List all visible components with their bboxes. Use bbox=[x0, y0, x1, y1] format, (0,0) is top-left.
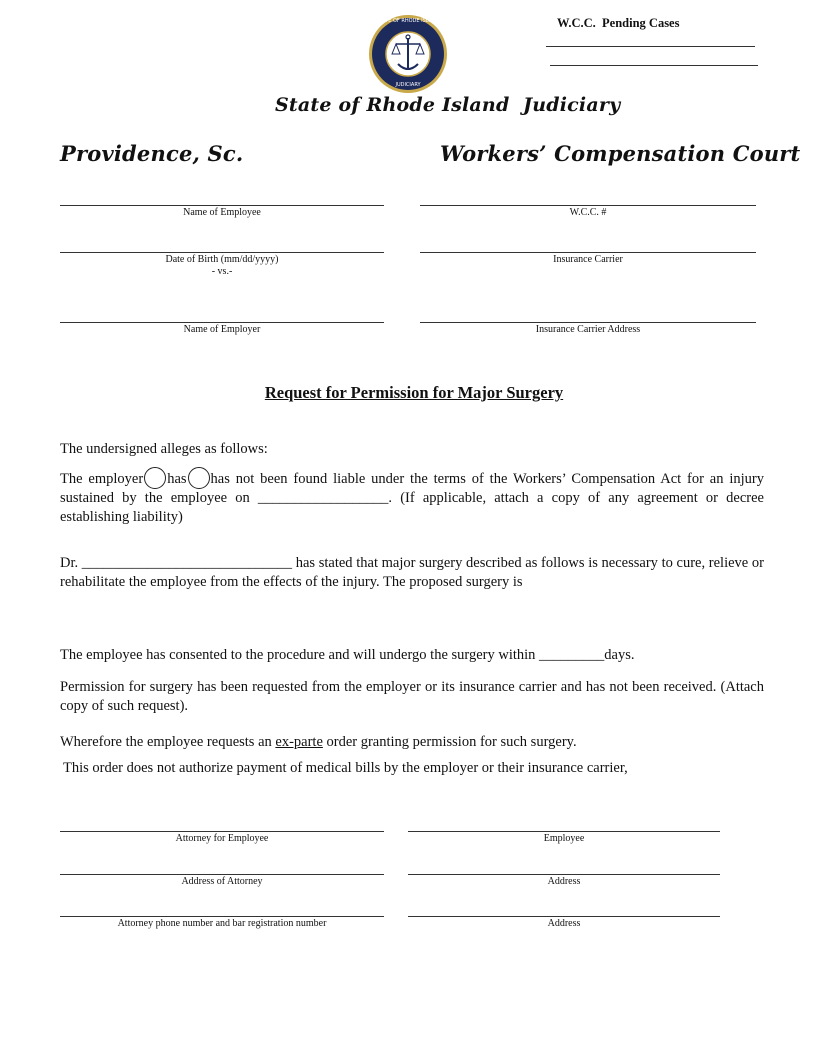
has-option-radio[interactable] bbox=[144, 467, 166, 489]
form-title: Request for Permission for Major Surgery bbox=[264, 383, 564, 402]
has-not-option-radio[interactable] bbox=[188, 467, 210, 489]
insurance-carrier-line bbox=[420, 252, 756, 253]
employee-address-label-1: Address bbox=[547, 876, 581, 887]
liability-paragraph bbox=[60, 470, 764, 527]
liability-employer-text: The employer bbox=[60, 471, 144, 487]
employee-label: Employee bbox=[543, 833, 585, 844]
attorney-signature-line bbox=[60, 831, 384, 832]
request-paragraph: Permission for surgery has been requested from the employer or its insurance carrier and has not been received. (Attach copy of such request). bbox=[60, 679, 764, 714]
consent-paragraph: The employee has consented to the procedure and will undergo the surgery within _________days. bbox=[60, 647, 635, 663]
payment-disclaimer: This order does not authorize payment of medical bills by the employer or their insurance carrier, bbox=[63, 760, 628, 776]
venue-heading: Providence, Sc. bbox=[60, 141, 244, 166]
wcc-number-line bbox=[420, 205, 756, 206]
employer-name-label: Name of Employer bbox=[183, 324, 261, 335]
attorney-address-line bbox=[60, 874, 384, 875]
carrier-address-label: Insurance Carrier Address bbox=[535, 324, 641, 335]
employee-address-line-2 bbox=[408, 916, 720, 917]
employer-name-line bbox=[60, 322, 384, 323]
versus-label: - vs.- bbox=[211, 266, 233, 277]
employee-address-line-1 bbox=[408, 874, 720, 875]
carrier-address-line bbox=[420, 322, 756, 323]
pending-cases-label: W.C.C. Pending Cases bbox=[557, 16, 680, 30]
wcc-number-label: W.C.C. # bbox=[569, 207, 607, 218]
allegation-intro: The undersigned alleges as follows: bbox=[60, 441, 268, 457]
seal-bottom-text: JUDICIARY bbox=[395, 82, 421, 88]
pending-case-line-2 bbox=[550, 65, 758, 66]
liability-rest-text: has not been found liable under the terms of the Workers’ Compensation Act for an injury sustained by the employee on __________________. (If applicable, attach a copy of any agreement or decree establishing liability) bbox=[60, 471, 764, 525]
address-of-attorney-label: Address of Attorney bbox=[181, 876, 263, 887]
date-of-birth-line bbox=[60, 252, 384, 253]
seal-top-text: STATE OF RHODE ISLAND bbox=[376, 18, 440, 24]
wherefore-text-b: order granting permission for such surgery. bbox=[322, 734, 577, 750]
employee-name-label: Name of Employee bbox=[183, 207, 261, 218]
employee-signature-line bbox=[408, 831, 720, 832]
doctor-paragraph: Dr. _____________________________ has stated that major surgery described as follows is necessary to cure, relieve or rehabilitate the employee from the effects of the injury. The proposed surgery is bbox=[60, 555, 764, 590]
liability-has-text: has bbox=[167, 471, 187, 487]
pending-case-line-1 bbox=[546, 46, 755, 47]
employee-name-line bbox=[60, 205, 384, 206]
employee-address-label-2: Address bbox=[547, 918, 581, 929]
attorney-phone-line bbox=[60, 916, 384, 917]
insurance-carrier-label: Insurance Carrier bbox=[553, 254, 623, 265]
wherefore-paragraph bbox=[60, 733, 764, 752]
wherefore-text-a: Wherefore the employee requests an bbox=[60, 734, 276, 750]
attorney-for-employee-label: Attorney for Employee bbox=[175, 833, 269, 844]
court-seal-logo bbox=[368, 14, 448, 94]
court-title: State of Rhode Island Judiciary bbox=[275, 94, 621, 116]
ex-parte-term: ex-parte bbox=[275, 734, 323, 750]
court-heading: Workers’ Compensation Court bbox=[440, 141, 801, 166]
attorney-phone-label: Attorney phone number and bar registration number bbox=[117, 918, 327, 929]
date-of-birth-label: Date of Birth (mm/dd/yyyy) bbox=[165, 254, 279, 265]
